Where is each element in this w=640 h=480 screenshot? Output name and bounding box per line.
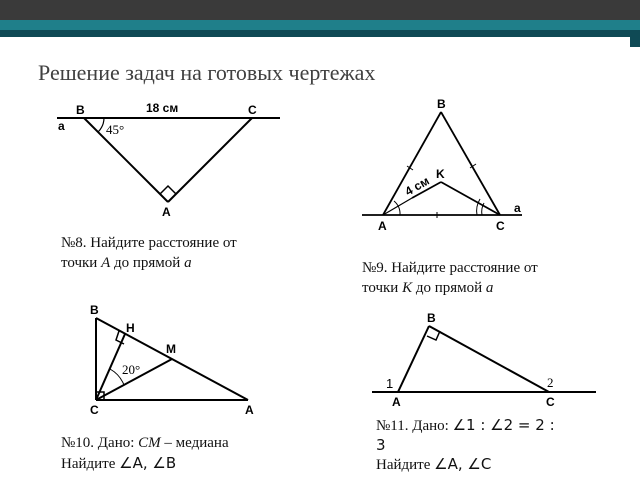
caption-11-line1 [376,416,555,436]
segment-BA-11 [398,326,429,392]
figure-10 [96,318,248,400]
label-C-11: C [546,395,555,409]
right-angle-mark-8 [160,186,176,194]
caption-9-mid: до прямой [412,280,486,296]
figure-11 [372,326,596,392]
label-A-11: A [392,395,401,409]
angle-arc-8 [98,118,104,132]
figure-9 [362,112,522,218]
segment-BC-11 [429,326,549,392]
figure-8 [57,118,280,202]
label-2-11: 2 [547,375,554,390]
label-a-8: a [58,119,65,133]
label-length-9: 4 см [402,173,432,199]
caption-8-line2 [61,253,237,273]
caption-10-suffix: – медиана [160,435,229,451]
label-1-11: 1 [386,376,394,391]
caption-8 [61,233,237,273]
label-A-8: A [162,205,171,219]
label-M-10: M [166,342,176,356]
caption-11-ratio: ∠1 : ∠2 = 2 : [452,416,555,434]
label-C-10: C [90,403,99,417]
caption-9-line2 [362,278,538,298]
caption-11-line3 [376,455,555,475]
label-length-8: 18 см [146,101,179,115]
caption-10-prefix: №10. Дано: [61,435,139,451]
segment-CA-8 [168,118,252,202]
right-angle-mark-11 [427,331,440,340]
label-A-9: A [378,219,387,233]
caption-8-mid: до прямой [110,255,185,271]
segment-BC-9 [441,112,500,215]
caption-9 [362,258,538,298]
label-A-10: A [245,403,254,417]
caption-8-line1: №8. Найдите расстояние от [61,235,237,251]
label-angle-8: 45° [106,122,125,137]
label-B-8: B [76,103,85,117]
label-C-9: C [496,219,505,233]
caption-11-angles: ∠A, ∠C [434,455,492,473]
label-K-9: K [436,167,445,181]
caption-10-angles: ∠A, ∠B [119,454,177,472]
caption-11 [376,416,555,475]
caption-10-cm: CM [138,435,161,451]
caption-11-find: Найдите [376,457,435,473]
label-B-11: B [427,311,436,325]
caption-8-prefix: точки [61,255,102,271]
label-a-9: a [514,201,521,215]
caption-10-line1 [61,433,229,453]
caption-11-prefix: №11. Дано: [376,418,453,434]
caption-9-prefix: точки [362,280,403,296]
label-B-10: B [90,303,99,317]
segment-CH-10 [96,334,125,400]
caption-10-find: Найдите [61,456,120,472]
segment-BA-8 [84,118,168,202]
caption-10-line2 [61,453,229,474]
caption-9-point: K [402,280,413,296]
segment-AB-9 [383,112,441,215]
caption-8-point: A [101,255,111,271]
caption-8-line: a [184,255,192,271]
label-H-10: H [126,321,135,335]
label-angle-10: 20° [122,362,141,377]
label-B-9: B [437,97,446,111]
label-C-8: C [248,103,257,117]
caption-9-line1: №9. Найдите расстояние от [362,260,538,276]
caption-10 [61,433,229,474]
caption-9-line: a [485,280,494,296]
caption-11-line2: 3 [376,436,386,454]
slide-title: Решение задач на готовых чертежах [38,60,376,85]
